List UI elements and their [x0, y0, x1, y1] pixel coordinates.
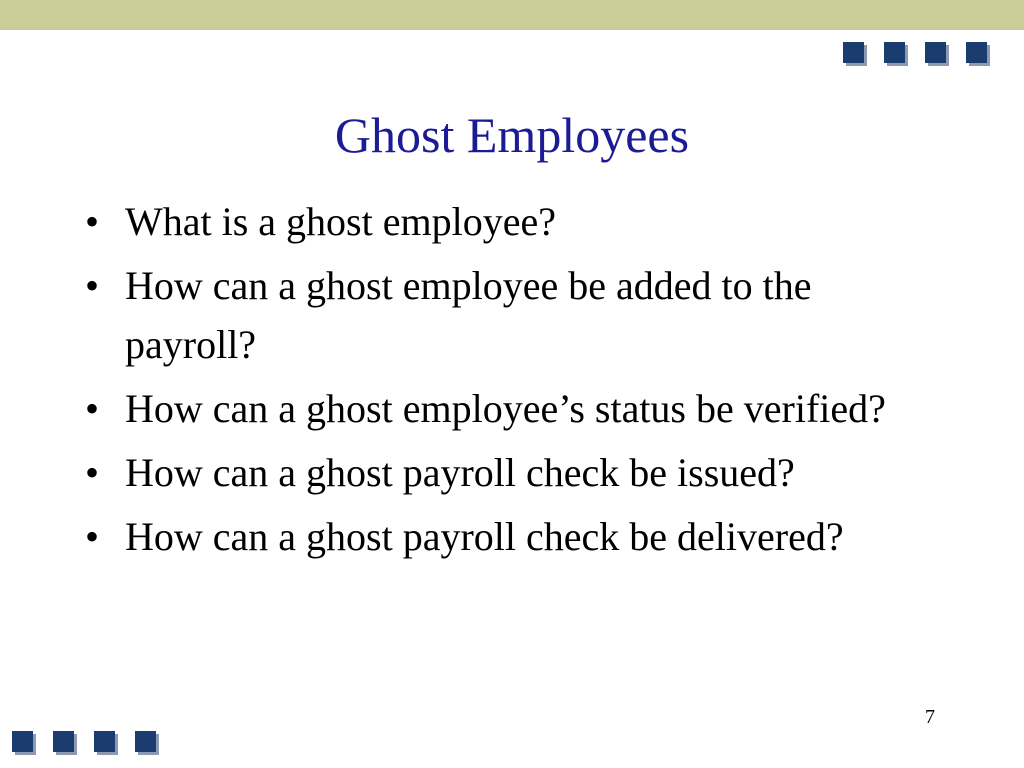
square-icon [966, 42, 987, 63]
page-number: 7 [925, 706, 935, 728]
bullet-list [85, 192, 945, 571]
square-icon [884, 42, 905, 63]
bullet-item [85, 443, 945, 502]
square-icon [843, 42, 864, 63]
slide-title: Ghost Employees [334, 107, 690, 163]
square-icon [12, 731, 33, 752]
top-square-decoration [843, 42, 987, 63]
bullet-text: How can a ghost employee be added to the payroll? [125, 263, 812, 367]
bottom-square-decoration [12, 731, 156, 752]
top-decorative-band [0, 0, 1024, 30]
square-icon [53, 731, 74, 752]
bullet-item [85, 192, 945, 251]
square-icon [135, 731, 156, 752]
bullet-text: What is a ghost employee? [125, 199, 556, 244]
bullet-icon: • [85, 199, 100, 244]
bullet-icon: • [85, 450, 100, 495]
bullet-item [85, 256, 945, 374]
square-icon [925, 42, 946, 63]
bullet-text: How can a ghost payroll check be issued? [125, 450, 795, 495]
bullet-item [85, 507, 945, 566]
bullet-icon: • [85, 514, 100, 559]
bullet-text: How can a ghost payroll check be delivered? [125, 514, 844, 559]
bullet-icon: • [85, 386, 100, 431]
bullet-text: How can a ghost employee’s status be verified? [125, 386, 886, 431]
bullet-icon: • [85, 263, 100, 308]
bullet-item [85, 379, 945, 438]
square-icon [94, 731, 115, 752]
